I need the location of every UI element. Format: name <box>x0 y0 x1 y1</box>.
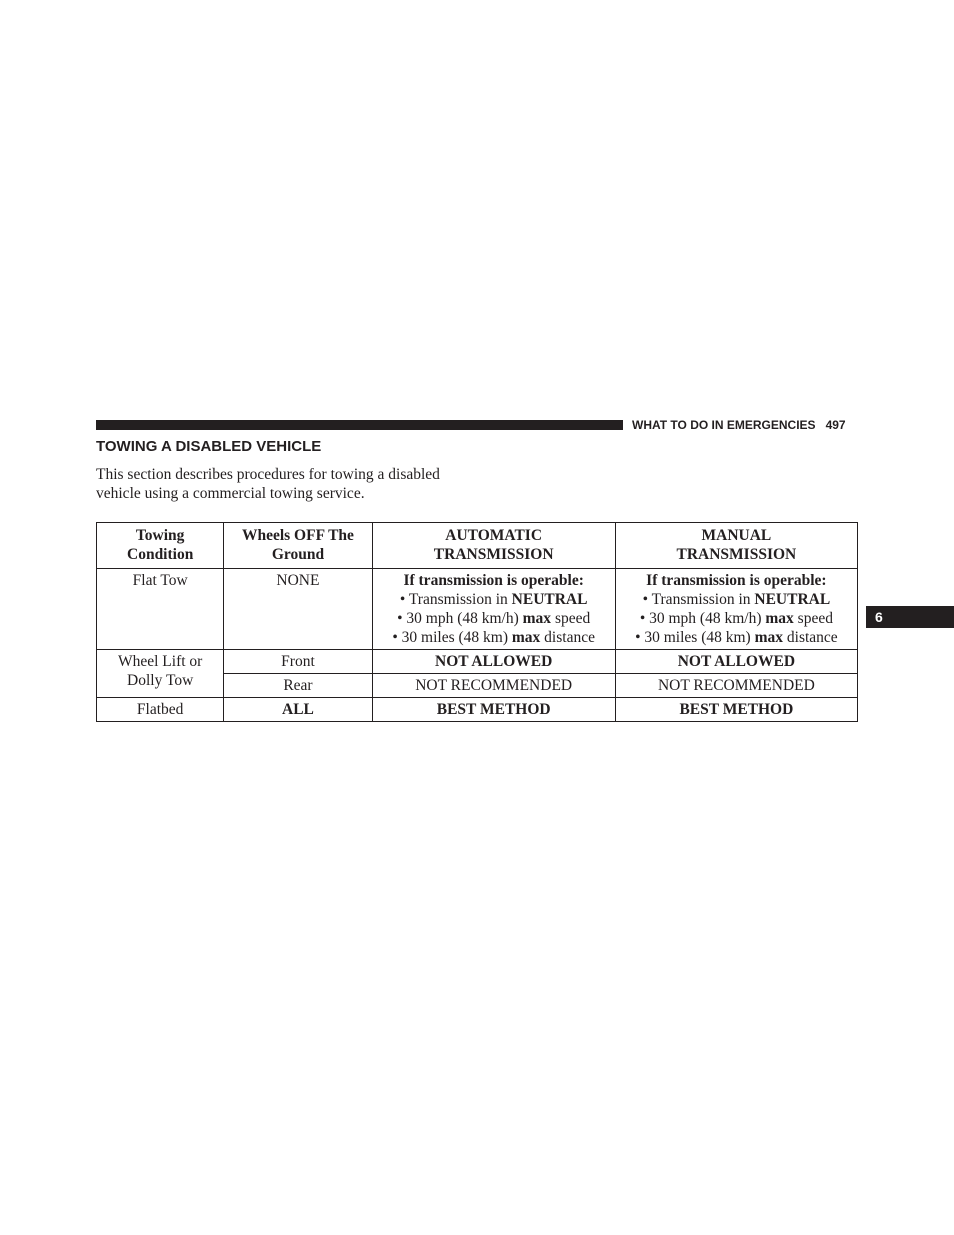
page-number: 497 <box>825 418 846 432</box>
cell-automatic: NOT ALLOWED <box>372 650 615 674</box>
cell-wheels: NONE <box>224 569 372 650</box>
chapter-tab: 6 <box>866 606 954 628</box>
header-section-name: WHAT TO DO IN EMERGENCIES <box>632 418 816 432</box>
cell-wheels: Rear <box>224 674 372 698</box>
cell-condition: Flatbed <box>97 698 224 722</box>
towing-table <box>96 522 858 722</box>
cell-manual: If transmission is operable: • Transmission in NEUTRAL • 30 mph (48 km/h) max speed • 30 miles (48 km) max distance <box>615 569 857 650</box>
cell-condition: Flat Tow <box>97 569 224 650</box>
header-automatic-transmission: AUTOMATIC TRANSMISSION <box>372 523 615 569</box>
cell-manual: NOT RECOMMENDED <box>615 674 857 698</box>
header-wheels-off-ground: Wheels OFF The Ground <box>224 523 372 569</box>
cell-automatic: BEST METHOD <box>372 698 615 722</box>
section-title: TOWING A DISABLED VEHICLE <box>96 438 322 455</box>
running-header <box>632 418 858 432</box>
cell-wheels: ALL <box>224 698 372 722</box>
cell-automatic: If transmission is operable: • Transmission in NEUTRAL • 30 mph (48 km/h) max speed • 30 miles (48 km) max distance <box>372 569 615 650</box>
table-header-row <box>97 523 858 569</box>
header-towing-condition: Towing Condition <box>97 523 224 569</box>
cell-wheels: Front <box>224 650 372 674</box>
table-row-wheel-lift-front <box>97 650 858 674</box>
intro-paragraph: This section describes procedures for towing a disabled vehicle using a commercial towing service. <box>96 466 440 502</box>
cell-manual: BEST METHOD <box>615 698 857 722</box>
table-row-flat-tow <box>97 569 858 650</box>
header-rule <box>96 420 623 430</box>
cell-condition: Wheel Lift or Dolly Tow <box>97 650 224 698</box>
cell-manual: NOT ALLOWED <box>615 650 857 674</box>
cell-automatic: NOT RECOMMENDED <box>372 674 615 698</box>
table-row-flatbed <box>97 698 858 722</box>
header-manual-transmission: MANUAL TRANSMISSION <box>615 523 857 569</box>
